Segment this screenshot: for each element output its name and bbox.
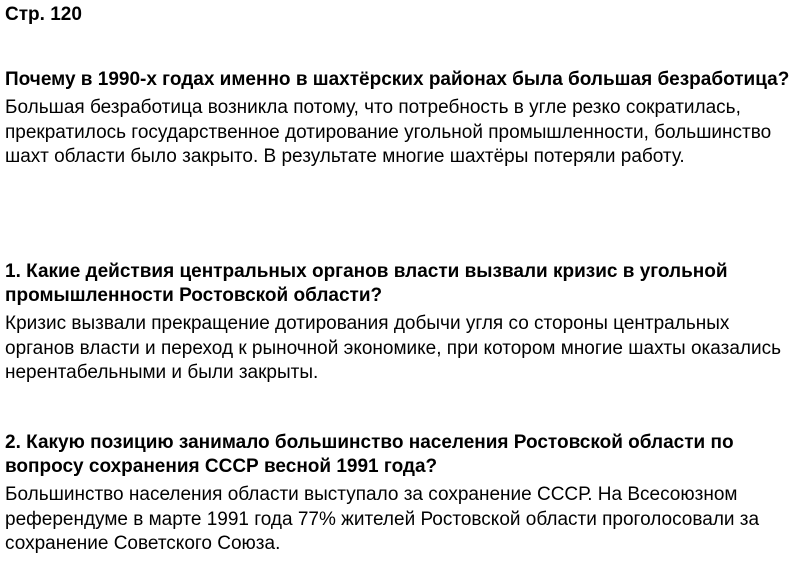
qa-block-1 — [5, 260, 795, 386]
page-number: Стр. 120 — [5, 4, 82, 25]
qa-block-2 — [5, 431, 795, 557]
question-heading: 2. Какую позицию занимало большинство населения Ростовской области по вопросу сохранения СССР весной 1991 года? — [5, 432, 734, 477]
question-heading: Почему в 1990-х годах именно в шахтёрских районах была большая безработица? — [5, 69, 790, 90]
answer-paragraph: Большая безработица возникла потому, что потребность в угле резко сократилась, прекратилось государственное дотирование угольной промышленности, большинство шахт области было закрыто. В результате многие шахтёры потеряли работу. — [5, 97, 772, 167]
answer-paragraph: Большинство населения области выступало за сохранение СССР. На Всесоюзном референдуме в марте 1991 года 77% жителей Ростовской области проголосовали за сохранение Советского Союза. — [5, 484, 760, 554]
answer-paragraph: Кризис вызвали прекращение дотирования добычи угля со стороны центральных органов власти и переход к рыночной экономике, при котором многие шахты оказались нерентабельными и были закрыты. — [5, 313, 782, 383]
qa-block-intro — [5, 68, 795, 170]
question-heading: 1. Какие действия центральных органов власти вызвали кризис в угольной промышленности Ростовской области? — [5, 261, 728, 306]
